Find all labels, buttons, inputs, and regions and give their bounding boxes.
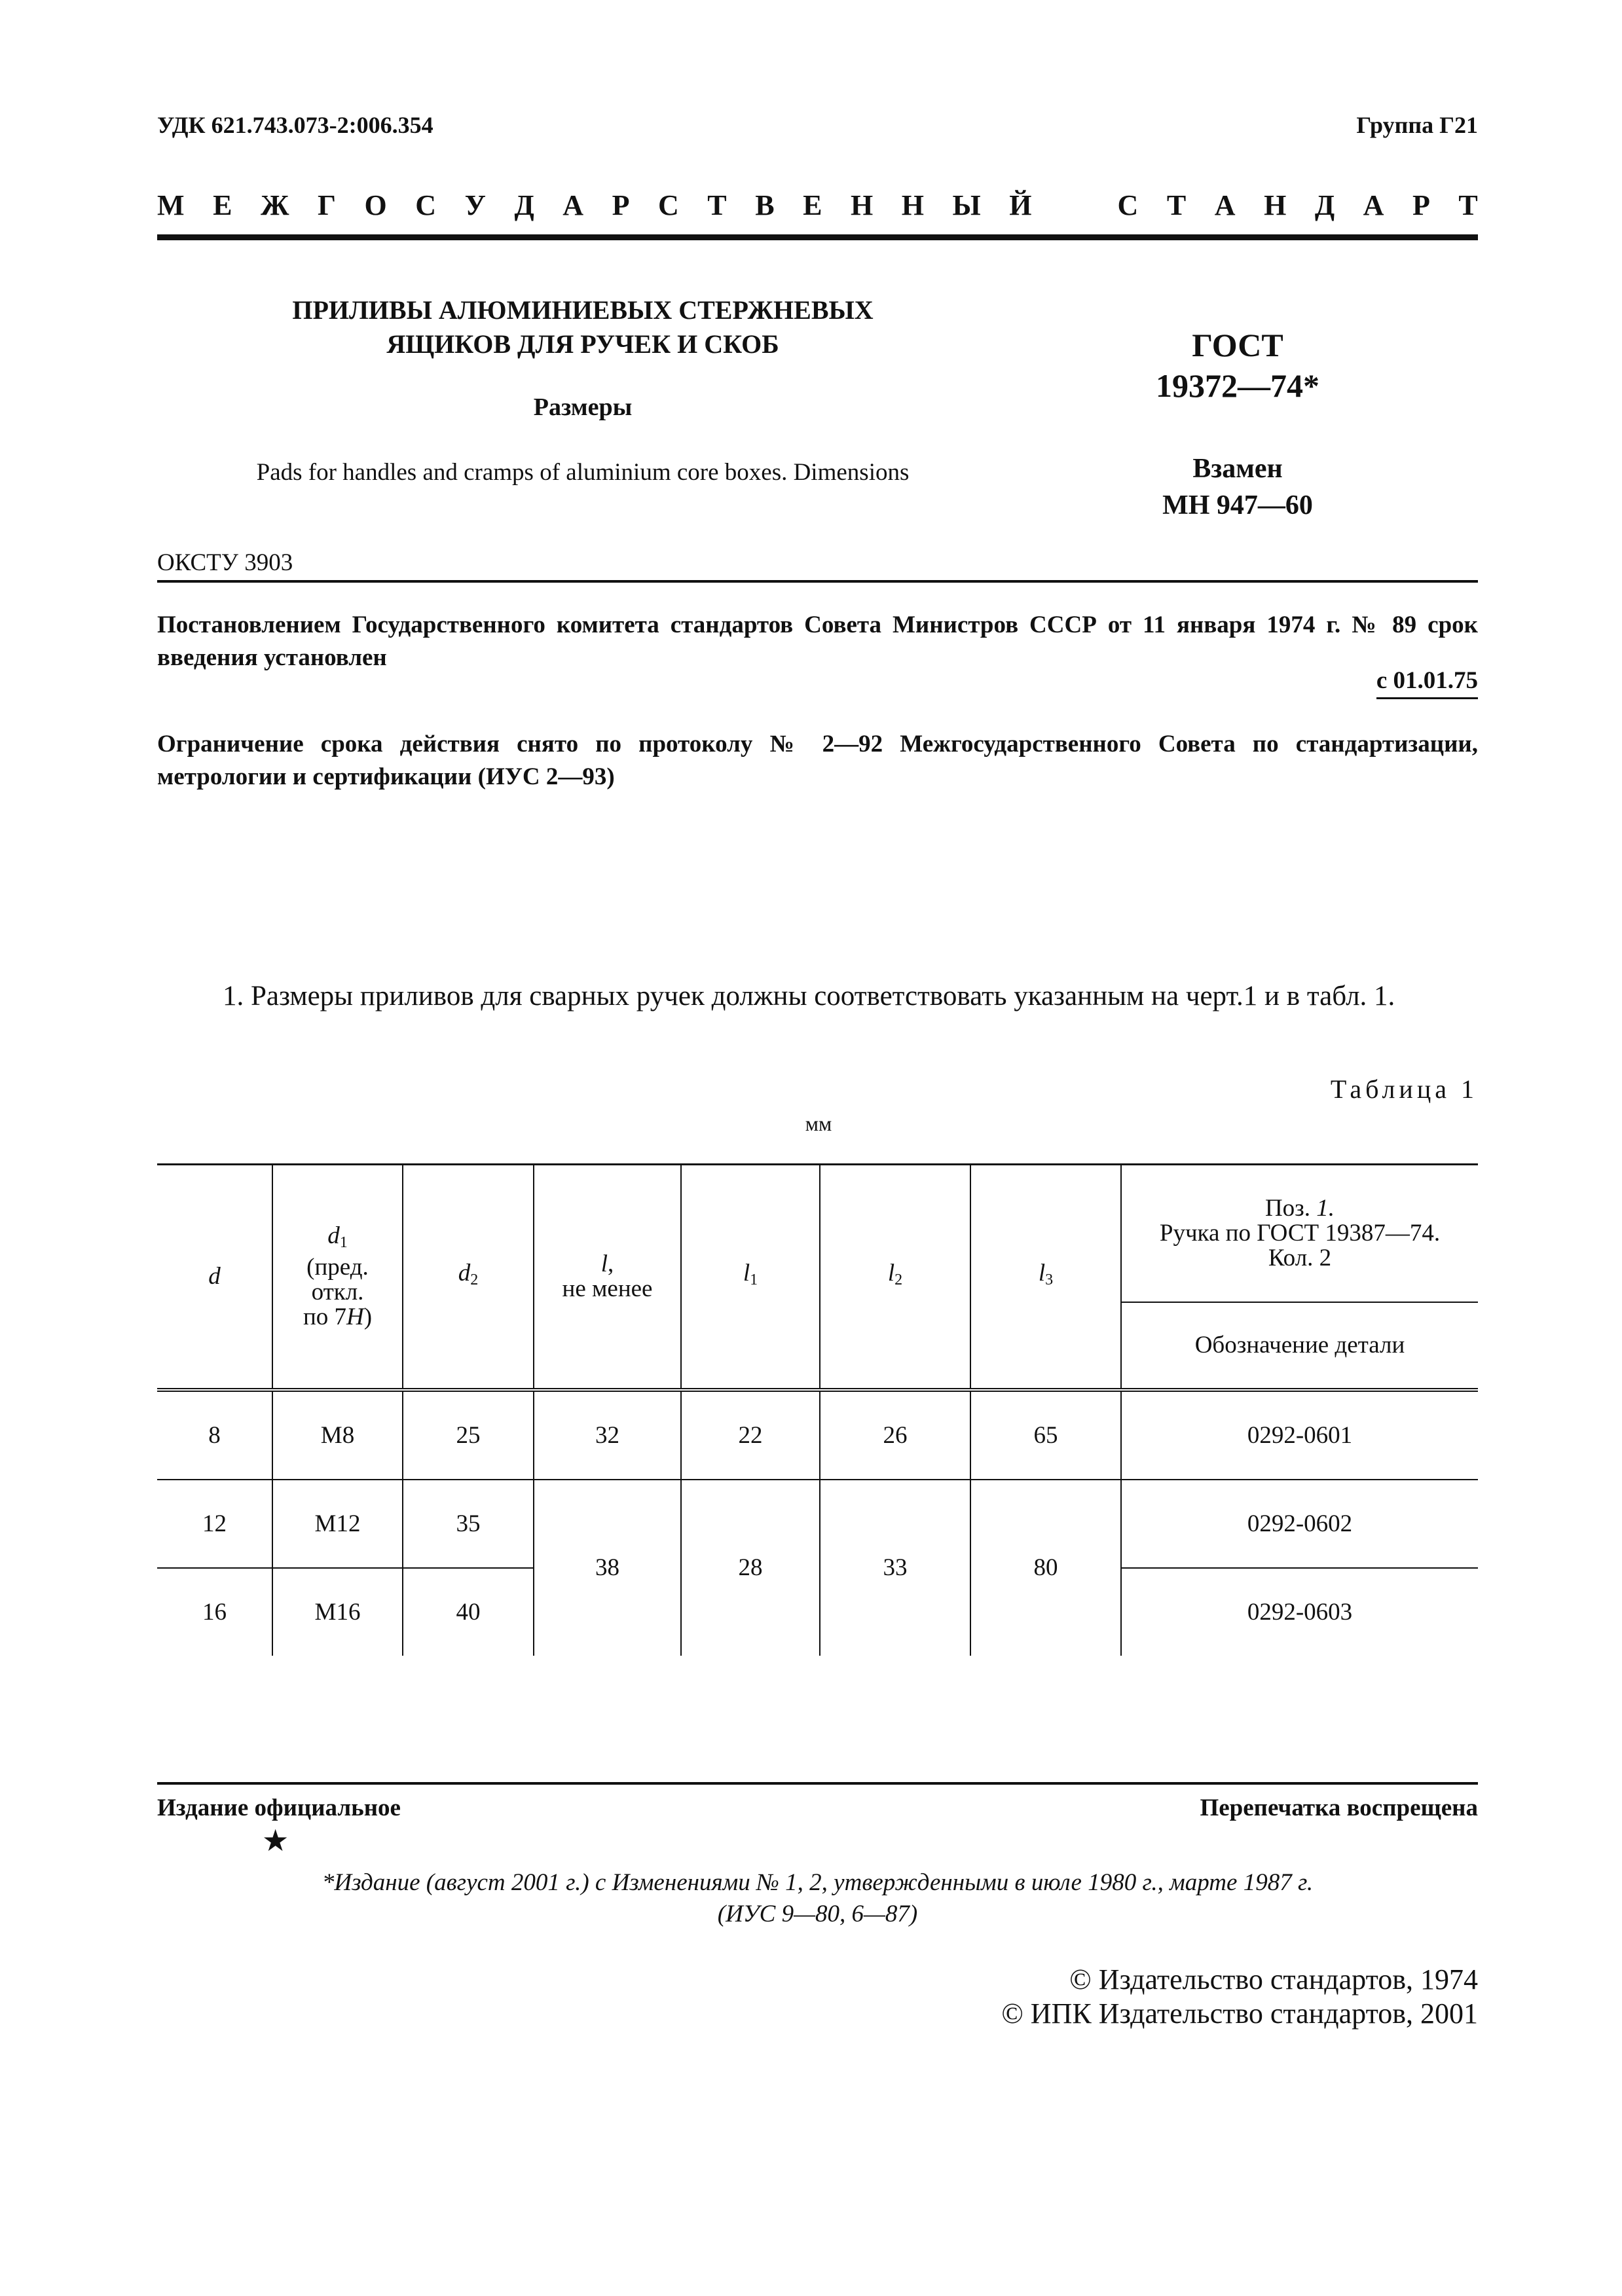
document-title — [157, 293, 1008, 361]
banner-letter: В — [755, 189, 775, 221]
paragraph-1: 1. Размеры приливов для сварных ручек должны соответствовать указанным на черт.1 и в табл. 1. — [223, 981, 1395, 1011]
table-caption: Таблица 1 — [1330, 1074, 1478, 1104]
banner-letter: С — [415, 189, 437, 221]
banner-letter: У — [464, 189, 486, 221]
header-l2-symbol: l — [887, 1260, 895, 1286]
replaces-block — [1074, 450, 1401, 524]
gost-number: 19372—74* — [1156, 367, 1319, 404]
banner-letter: Р — [1412, 189, 1430, 221]
banner-letter: Е — [213, 189, 232, 221]
banner-letter: Н — [1264, 189, 1287, 221]
cell-l2: 26 — [820, 1390, 970, 1480]
header-l-note: не менее — [562, 1275, 653, 1302]
limitation-text: Ограничение срока действия снято по протоколу № 2—92 Межгосударственного Совета по стандартизации, метрологии и сертификации (ИУС 2—93) — [157, 731, 1478, 790]
document-subtitle: Размеры — [533, 393, 633, 421]
group-code: Группа Г21 — [1356, 112, 1478, 138]
banner-letter: Р — [612, 189, 630, 221]
table-header-row — [157, 1165, 1478, 1303]
cell-part: 0292-0601 — [1121, 1390, 1478, 1480]
cell-l3: 80 — [970, 1480, 1121, 1656]
table-row — [157, 1480, 1478, 1568]
edition-note — [157, 1867, 1478, 1930]
top-rule — [157, 234, 1478, 240]
cell-l1: 22 — [681, 1390, 820, 1480]
header-l3-sub: 3 — [1045, 1271, 1054, 1288]
table-units: мм — [805, 1112, 832, 1135]
banner-letter: Д — [1314, 189, 1335, 221]
title-line-2: ЯЩИКОВ ДЛЯ РУЧЕК И СКОБ — [386, 329, 779, 359]
footer-rule — [157, 1782, 1478, 1785]
header-l-symbol: l — [600, 1250, 608, 1277]
copyright-1974: © Издательство стандартов, 1974 — [1069, 1963, 1478, 1995]
cell-part: 0292-0602 — [1121, 1480, 1478, 1568]
banner-letter: Н — [901, 189, 924, 221]
header-d: d — [208, 1263, 221, 1290]
cell-l2: 33 — [820, 1480, 970, 1656]
replaces-number: МН 947—60 — [1162, 490, 1313, 520]
cell-d: 12 — [202, 1510, 227, 1537]
cell-d2: 35 — [403, 1480, 534, 1568]
header-d2 — [403, 1165, 534, 1391]
okstu-code: ОКСТУ 3903 — [157, 549, 293, 576]
header-designation: Обозначение детали — [1121, 1302, 1478, 1390]
banner-letter: Ж — [260, 189, 289, 221]
header-d1-symbol: d — [327, 1222, 340, 1249]
copyright-2001: © ИПК Издательство стандартов, 2001 — [1001, 1997, 1478, 2030]
banner-letter: А — [562, 189, 584, 221]
cell-l3: 65 — [970, 1390, 1121, 1480]
edition-line-2: (ИУС 9—80, 6—87) — [717, 1901, 918, 1927]
header-l2 — [820, 1165, 970, 1391]
header-d1-sub: 1 — [339, 1234, 348, 1251]
banner-letter: Е — [803, 189, 822, 221]
cell-d1: М16 — [272, 1568, 403, 1656]
header-l1-sub: 1 — [750, 1271, 758, 1288]
header-position — [1121, 1165, 1478, 1303]
header-d2-symbol: d — [458, 1260, 471, 1286]
banner-letter: Г — [318, 189, 336, 221]
header-l2-sub: 2 — [894, 1271, 903, 1288]
banner-letter: Д — [514, 189, 534, 221]
header-d1 — [272, 1165, 403, 1391]
header-pos-prefix: Поз. — [1264, 1195, 1317, 1222]
header-pos-line2: Ручка по ГОСТ 19387—74. — [1159, 1220, 1441, 1247]
header-l1-symbol: l — [743, 1260, 750, 1286]
replaces-label: Взамен — [1192, 454, 1283, 484]
effective-date: с 01.01.75 — [1376, 666, 1478, 699]
header-d1-note3: по 7 — [303, 1303, 346, 1330]
banner-letter: Й — [1009, 189, 1032, 221]
cell-part: 0292-0603 — [1121, 1568, 1478, 1656]
cell-d2: 40 — [403, 1568, 534, 1656]
banner-letter: О — [364, 189, 387, 221]
header-d1-note3-italic: H — [346, 1303, 364, 1330]
banner-letter: Т — [1166, 189, 1187, 221]
gost-number-block — [1074, 325, 1401, 406]
header-l-comma: , — [608, 1250, 614, 1277]
header-d1-note2: откл. — [311, 1279, 364, 1305]
cell-d1: М8 — [272, 1390, 403, 1480]
banner-letter: М — [157, 189, 185, 221]
cell-d2: 25 — [403, 1390, 534, 1480]
header-d1-note3-close: ) — [363, 1303, 373, 1330]
okstu-rule — [157, 580, 1478, 583]
banner-word-gap — [1060, 189, 1089, 222]
banner-letter: Н — [850, 189, 874, 221]
table-row — [157, 1390, 1478, 1480]
header-l — [534, 1165, 681, 1391]
english-title: Pads for handles and cramps of aluminium core boxes. Dimensions — [256, 459, 910, 486]
header-d2-sub: 2 — [470, 1271, 479, 1288]
header-d1-note1: (пред. — [306, 1254, 369, 1281]
star-icon: ★ — [262, 1824, 289, 1857]
reprint-forbidden: Перепечатка воспрещена — [1200, 1795, 1478, 1821]
cell-l1: 28 — [681, 1480, 820, 1656]
interstate-standard-banner — [157, 189, 1478, 222]
banner-letter: А — [1214, 189, 1236, 221]
cell-l: 32 — [534, 1390, 681, 1480]
banner-letter: А — [1363, 189, 1384, 221]
decree-text: Постановлением Государственного комитета стандартов Совета Министров СССР от 11 января 1974 г. № 89 срок введения установлен — [157, 611, 1478, 671]
cell-d: 16 — [157, 1568, 272, 1656]
gost-label: ГОСТ — [1192, 327, 1283, 363]
header-l3 — [970, 1165, 1121, 1391]
dimensions-table — [157, 1163, 1478, 1656]
header-l3-symbol: l — [1038, 1260, 1046, 1286]
banner-letter: Ы — [952, 189, 981, 221]
official-edition: Издание официальное — [157, 1795, 401, 1821]
title-line-1: ПРИЛИВЫ АЛЮМИНИЕВЫХ СТЕРЖНЕВЫХ — [292, 295, 874, 325]
udk-code: УДК 621.743.073-2:006.354 — [157, 112, 433, 138]
cell-d: 8 — [208, 1421, 221, 1449]
banner-letter: С — [1117, 189, 1139, 221]
header-pos-num: 1. — [1316, 1195, 1335, 1222]
header-l1 — [681, 1165, 820, 1391]
banner-letter: Т — [707, 189, 727, 221]
header-pos-line3: Кол. 2 — [1268, 1245, 1332, 1271]
cell-l: 38 — [534, 1480, 681, 1656]
edition-line-1: *Издание (август 2001 г.) с Изменениями № 1, 2, утвержденными в июле 1980 г., марте 1987 г. — [322, 1869, 1314, 1896]
banner-letter: С — [657, 189, 679, 221]
cell-d1: М12 — [272, 1480, 403, 1568]
banner-letter: Т — [1458, 189, 1478, 221]
